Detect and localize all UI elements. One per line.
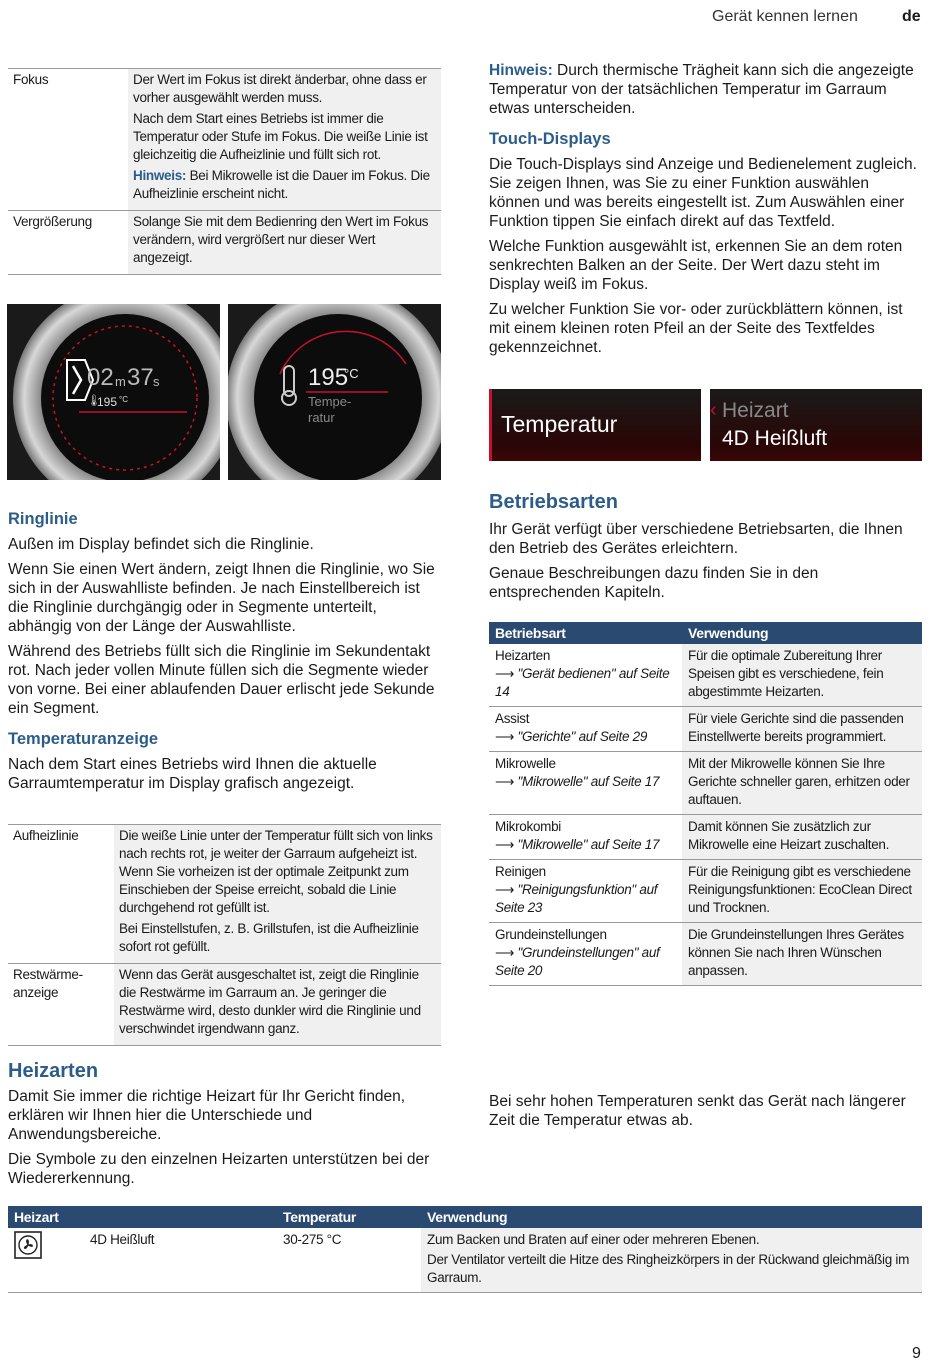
heizarten-note [489, 1092, 922, 1136]
betriebsart-use: Die Grundeinstellungen Ihres Gerätes können Sie nach Ihren Wünschen anpassen. [682, 923, 922, 986]
betriebsart-use: Für die optimale Zubereitung Ihrer Speisen gibt es verschiedene, fein abgestimmte Heizarten. [682, 644, 922, 707]
thermometer-icon: 🌡 [87, 395, 101, 407]
note-label: Hinweis: [133, 168, 187, 183]
table-key: Vergrößerung [8, 211, 128, 275]
dial-min-unit: m [115, 374, 126, 389]
reference-text: "Reinigungsfunktion" auf Seite 23 [495, 882, 658, 915]
selection-bar [489, 389, 492, 461]
page-header [0, 8, 950, 28]
dial-temp: 195 [97, 395, 118, 409]
page-reference-link[interactable] [495, 665, 676, 701]
ringlinie-section [8, 498, 438, 799]
paragraph: Außen im Display befindet sich die Ringlinie. [8, 536, 314, 553]
betriebsart-use: Für die Reinigung gibt es verschiedene Reinigungsfunktionen: EcoClean Direct und Trocknen. [682, 860, 922, 923]
arrow-right-icon: ⟶ [495, 666, 518, 681]
table-header-row [489, 622, 922, 644]
page-reference-link[interactable] [495, 881, 676, 917]
dial-minutes: 02 [87, 364, 114, 391]
table-text: Die weiße Linie unter der Temperatur füllt sich von links nach rechts rot, je weiter der Garraum aufgeheizt ist. Wenn Sie vorheizen ist der optimale Zeitpunkt zum Einschieben der Speise erreicht, sobald die Linie durchgehend rot gefüllt ist. [119, 828, 433, 915]
table-text: Der Wert im Fokus ist direkt änderbar, ohne dass er vorher ausgewählt werden muss. [133, 72, 427, 105]
reference-text: "Mikrowelle" auf Seite 17 [517, 774, 660, 789]
table-row [489, 644, 922, 707]
paragraph: Während des Betriebs füllt sich die Ringlinie im Sekundentakt rot. Nach jeder vollen Minute füllen sich die Segmente wieder von vorne. Bei einer ablaufenden Dauer erlischt jede Sekunde ein Segment. [8, 643, 435, 717]
betriebsart-name: Reinigen [495, 864, 546, 879]
reference-text: "Gerichte" auf Seite 29 [517, 729, 648, 744]
dial-temp-graphic [228, 304, 441, 480]
arrow-right-icon: ⟶ [495, 882, 518, 897]
dial2-temp: 195 [308, 364, 349, 391]
dial-image-timer [7, 304, 220, 480]
reference-text: "Gerät bedienen" auf Seite 14 [495, 666, 670, 699]
dial-sec-unit: s [153, 374, 160, 389]
table-row [8, 211, 441, 275]
column-header: Heizart [8, 1206, 277, 1228]
arrow-right-icon: ⟶ [495, 774, 518, 789]
table-row [8, 69, 441, 211]
dial2-label: Tempe- ratur [308, 394, 352, 425]
betriebsart-use: Mit der Mikrowelle können Sie Ihre Gerichte schneller garen, erhitzen oder auftauen. [682, 752, 922, 815]
dial-seconds: 37 [127, 364, 154, 391]
betriebsart-name: Grundeinstellungen [495, 927, 607, 942]
arrow-right-icon: ⟶ [495, 729, 518, 744]
paragraph: Zu welcher Funktion Sie vor- oder zurückblättern können, ist mit einem kleinen roten Pfeil an der Seite des Textfeldes gekennzeichnet. [489, 301, 903, 356]
betriebsart-name: Mikrowelle [495, 756, 556, 771]
paragraph: Die Touch-Displays sind Anzeige und Bedienelement zugleich. Sie zeigen Ihnen, was Sie zu einer Funktion auswählen können und was bereits eingestellt ist. Zum Auswählen einer Funktion tippen Sie einfach direkt auf das Textfeld. [489, 156, 917, 230]
arrow-right-icon: ⟶ [495, 837, 518, 852]
paragraph: Genaue Beschreibungen dazu finden Sie in den entsprechenden Kapiteln. [489, 565, 819, 601]
ringlinie-heading: Ringlinie [8, 510, 78, 528]
dial-image-temperature [228, 304, 441, 480]
table-row [489, 860, 922, 923]
betriebsart-name: Assist [495, 711, 530, 726]
betriebsarten-section [489, 493, 922, 608]
heizart-temperature: 30-275 °C [277, 1228, 421, 1293]
note-text: Bei Mikrowelle ist die Dauer im Fokus. Die Aufheizlinie erscheint nicht. [133, 168, 430, 201]
page-reference-link[interactable] [495, 773, 676, 791]
table-text: Bei Einstellstufen, z. B. Grillstufen, ist die Aufheizlinie sofort rot gefüllt. [119, 921, 419, 954]
table-row [489, 707, 922, 752]
betriebsart-use: Für viele Gerichte sind die passenden Einstellwerte bereits programmiert. [682, 707, 922, 752]
heizart-name: 4D Heißluft [84, 1228, 277, 1293]
page-reference-link[interactable] [495, 836, 676, 854]
dial-temp-unit: °C [119, 395, 128, 404]
table-key: Aufheizlinie [8, 825, 114, 964]
display-value-heizart: 4D Heißluft [722, 427, 828, 450]
column-header: Verwendung [421, 1206, 922, 1228]
heizart-use: Der Ventilator verteilt die Hitze des Ringheizkörpers in der Rückwand gleichmäßig im Garraum. [427, 1252, 910, 1285]
table-row [8, 1228, 922, 1293]
table-text: Solange Sie mit dem Bedienring den Wert im Fokus verändern, wird vergrößert nur dieser Wert angezeigt. [133, 214, 429, 265]
arrow-right-icon: ⟶ [495, 945, 518, 960]
hint-paragraph [489, 61, 922, 118]
column-header: Betriebsart [489, 622, 682, 644]
paragraph: Ihr Gerät verfügt über verschiedene Betriebsarten, die Ihnen den Betrieb des Gerätes erleichtern. [489, 521, 903, 557]
focus-table [8, 68, 441, 275]
page-number: 9 [912, 1345, 921, 1362]
table-row [489, 923, 922, 986]
betriebsart-use: Damit können Sie zusätzlich zur Mikrowelle eine Heizart zuschalten. [682, 815, 922, 860]
reference-text: "Grundeinstellungen" auf Seite 20 [495, 945, 660, 978]
display-label-heizart: Heizart [722, 399, 789, 422]
column-header: Temperatur [277, 1206, 421, 1228]
page-reference-link[interactable] [495, 944, 676, 980]
fan-heat-icon [14, 1231, 42, 1259]
dial2-temp-unit: °C [344, 366, 359, 381]
paragraph: Damit Sie immer die richtige Heizart für Ihr Gericht finden, erklären wir Ihnen hier die Unterschiede und Anwendungsbereiche. [8, 1088, 406, 1143]
header-title: Gerät kennen lernen [712, 8, 858, 25]
heizarten-heading: Heizarten [8, 1060, 99, 1082]
betriebsarten-heading: Betriebsarten [489, 491, 618, 513]
column-header: Verwendung [682, 622, 922, 644]
betriebsart-name: Mikrokombi [495, 819, 562, 834]
paragraph: Die Symbole zu den einzelnen Heizarten unterstützen bei der Wiedererkennung. [8, 1151, 430, 1187]
touch-displays-heading: Touch-Displays [489, 130, 611, 148]
table-row [489, 815, 922, 860]
table-key: Fokus [8, 69, 128, 211]
temperature-table [8, 824, 441, 1046]
table-row [489, 752, 922, 815]
betriebsart-name: Heizarten [495, 648, 551, 663]
touch-displays-section [489, 61, 922, 363]
hint-text: Durch thermische Trägheit kann sich die angezeigte Temperatur von der tatsächlichen Temperatur im Garraum etwas unterscheiden. [489, 62, 914, 117]
dial-timer-graphic [7, 304, 220, 480]
heizarten-table [8, 1206, 922, 1293]
page-reference-link[interactable] [495, 728, 676, 746]
table-note [133, 167, 436, 203]
display-label-temperatur: Temperatur [501, 411, 618, 437]
header-language: de [902, 8, 921, 25]
paragraph: Welche Funktion ausgewählt ist, erkennen Sie an dem roten senkrechten Balken an der Seite. Der Wert dazu steht im Display weiß im Fokus. [489, 238, 903, 293]
heizart-use: Zum Backen und Braten auf einer oder mehreren Ebenen. [427, 1232, 760, 1247]
table-row [8, 964, 441, 1046]
betriebsarten-table [489, 622, 922, 986]
reference-text: "Mikrowelle" auf Seite 17 [517, 837, 660, 852]
hint-label: Hinweis: [489, 62, 553, 79]
table-key: Restwärme- anzeige [8, 964, 114, 1046]
table-row [8, 825, 441, 964]
temperaturanzeige-heading: Temperaturanzeige [8, 730, 159, 748]
table-header-row [8, 1206, 922, 1228]
heizarten-section [8, 1062, 438, 1194]
table-text: Nach dem Start eines Betriebs ist immer die Temperatur oder Stufe im Fokus. Die weiße Linie ist gleichzeitig die Aufheizlinie und füllt sich rot. [133, 111, 428, 162]
paragraph: Wenn Sie einen Wert ändern, zeigt Ihnen die Ringlinie, wo Sie sich in der Auswahlliste befinden. Je nach Einstellbereich ist die Ringlinie durchgängig oder in Segmente unterteilt, abhängig von der Länge der Auswahlliste. [8, 561, 435, 635]
touch-display-left [489, 389, 701, 461]
table-text: Wenn das Gerät ausgeschaltet ist, zeigt die Ringlinie die Restwärme im Garraum an. Je geringer die Restwärme wird, desto dunkler wird die Ringlinie und verschwindet irgendwann ganz. [119, 967, 421, 1036]
chevron-left-icon: ‹ [710, 399, 717, 421]
paragraph: Nach dem Start eines Betriebs wird Ihnen die aktuelle Garraumtemperatur im Display grafisch angezeigt. [8, 756, 377, 792]
paragraph: Bei sehr hohen Temperaturen senkt das Gerät nach längerer Zeit die Temperatur etwas ab. [489, 1093, 906, 1129]
touch-display-right [710, 389, 922, 461]
